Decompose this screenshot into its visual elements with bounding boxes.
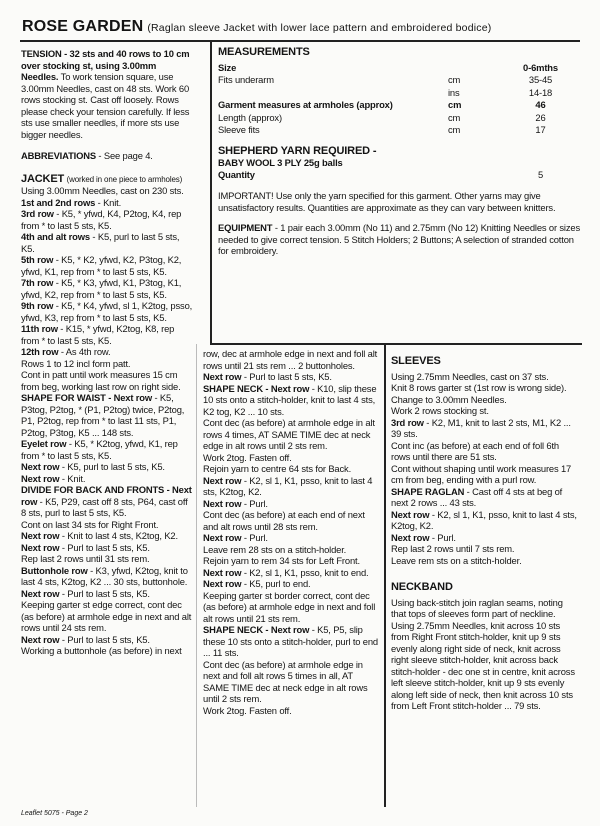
measurement-unit: cm (448, 74, 461, 85)
instruction-text: Work 2 rows stocking st. (391, 405, 489, 416)
measurement-label: Garment measures at armholes (approx) (218, 99, 393, 110)
quantity-label: Quantity (218, 168, 255, 180)
abbreviations-block (21, 150, 193, 162)
measurement-value: 46 (535, 99, 546, 110)
instruction-text: Using 2.75mm Needles, cast on 37 sts. (391, 370, 549, 382)
instruction-label: SHAPE FOR WAIST - Next row (21, 392, 153, 403)
measurements-title: MEASUREMENTS (218, 46, 310, 58)
instruction-text: - K2, sl 1, K1, psso, knit to last 4 sts, K2tog, K2. (391, 508, 577, 531)
instruction-text: - K10, slip these 10 sts onto a stitch-holder, knit to last 4 sts, K2 tog, K2 ... 10 sts. (203, 382, 377, 417)
instruction-label: SHAPE RAGLAN (391, 485, 465, 497)
instruction-line (21, 588, 193, 600)
instruction-label: Buttonhole row (21, 564, 88, 576)
equipment-text: - 1 pair each 3.00mm (No 11) and 2.75mm (No 12) Knitting Needles or sizes needed to give correct tension. 5 Stitch Holders; 2 Buttons; A selection of stranded cotton for embroidery. (218, 222, 581, 256)
right-column (391, 356, 579, 712)
instruction-line (21, 645, 193, 657)
instruction-text: Keeping garter st edge correct, cont dec (as before) at armhole edge in next and alt rows until 24 sts rem. (21, 599, 192, 633)
page-title (22, 18, 491, 36)
neckband-title: NECKBAND (391, 581, 453, 593)
instruction-line (391, 463, 579, 486)
instruction-text: - K5, P5, slip these 10 sts onto a stitch-holder, purl to end ... 11 sts. (203, 624, 378, 658)
instruction-label: Next row (391, 508, 430, 520)
instruction-line (21, 461, 193, 473)
instruction-line (203, 624, 379, 659)
instruction-text: Working a buttonhole (as before) in next (21, 645, 182, 656)
divider-horizontal (210, 343, 582, 345)
sleeves-instructions (391, 371, 579, 567)
instruction-text: Keeping garter st border correct, cont dec (as before) at armhole edge in next and foll alt rows until 21 sts rem. (203, 589, 376, 624)
jacket-instructions (21, 185, 193, 657)
instruction-label: Next row (203, 566, 242, 578)
middle-instructions (203, 348, 379, 716)
instruction-text: Leave rem 28 sts on a stitch-holder. (203, 543, 347, 555)
instruction-label: Next row (21, 530, 60, 541)
instruction-line (203, 498, 379, 510)
title-text: ROSE GARDEN (22, 18, 144, 35)
instruction-line (21, 231, 193, 254)
page-footer: Leaflet 5075 - Page 2 (21, 810, 88, 817)
measurement-value: 14-18 (528, 86, 553, 98)
instruction-text: - Knit to last 4 sts, K2tog, K2. (59, 530, 178, 541)
instruction-line (21, 185, 193, 197)
divider-right-bottom (384, 344, 386, 807)
instruction-text: - Purl to last 5 sts, K5. (59, 633, 150, 645)
instruction-text: - K5, * K3, yfwd, K1, P3tog, K1, yfwd, K2, rep from * to last 5 sts, K5. (21, 277, 182, 300)
tension-bold: TENSION - 32 sts and 40 rows to 10 cm over stocking st, using 3.00mm Needles. (21, 48, 190, 82)
instruction-label: Next row (21, 461, 60, 472)
instruction-label: Next row (203, 497, 242, 509)
instruction-text: Work 2tog. Fasten off. (203, 704, 292, 716)
instruction-line (203, 475, 379, 498)
instruction-label: Eyelet row (21, 438, 67, 449)
instruction-text: - Knit. (95, 196, 122, 208)
instruction-line (21, 542, 193, 554)
instruction-label: Next row (21, 472, 60, 484)
instruction-label: 7th row (21, 277, 54, 288)
instruction-text: Using 3.00mm Needles, cast on 230 sts. (21, 185, 184, 196)
instruction-label: Next row (21, 633, 60, 645)
instruction-text: - K2, M1, knit to last 2 sts, M1, K2 ... 39 sts. (391, 416, 571, 439)
instruction-line (21, 197, 193, 209)
measurement-row (218, 112, 573, 125)
measurement-value: 35-45 (528, 74, 553, 85)
measurement-label: Length (approx) (218, 111, 282, 123)
instruction-label: 3rd row (391, 416, 424, 428)
instruction-label: 4th and alt rows (21, 231, 90, 242)
instruction-label: DIVIDE FOR BACK AND FRONTS - Next row (21, 484, 192, 507)
instruction-text: Work 2tog. Fasten off. (203, 451, 292, 463)
instruction-line (21, 323, 193, 346)
instruction-text: Rows 1 to 12 incl form patt. (21, 357, 131, 369)
instruction-line (391, 486, 579, 509)
instruction-label: Next row (203, 578, 242, 589)
instruction-line (21, 438, 193, 461)
instruction-label: 11th row (21, 323, 58, 334)
instruction-text: - K5, P29, cast off 8 sts, P64, cast off 8 sts, purl to last 5 sts, K5. (21, 495, 188, 518)
left-column (21, 48, 193, 657)
instruction-text: Cont dec (as before) at armhole edge in next and foll alt rows 5 times in all, AT SAME TIME dec at neck edge in alt rows until 2 sts rem. (203, 658, 368, 704)
instruction-line (21, 484, 193, 519)
measurement-unit: cm (448, 99, 462, 110)
instruction-text: - K2, sl 1, K1, psso, knit to last 4 sts, K2tog, K2. (203, 474, 373, 497)
instruction-text: Cont dec (as before) at each end of next and alt rows until 28 sts rem. (203, 509, 365, 532)
measurement-row (218, 74, 573, 87)
instruction-label: SHAPE NECK - Next row (203, 624, 310, 635)
instruction-text: - K15, * yfwd, K2tog, K8, rep from * to last 5 sts, K5. (21, 323, 175, 346)
instruction-line (203, 463, 379, 475)
jacket-title: JACKET (21, 172, 65, 185)
measurement-unit: cm (448, 124, 461, 135)
measurement-unit: cm (448, 111, 461, 123)
instruction-text: Leave rem sts on a stitch-holder. (391, 554, 522, 566)
instruction-line (391, 543, 579, 555)
instruction-text: Rep last 2 rows until 7 sts rem. (391, 543, 515, 554)
measurements-table (218, 62, 573, 137)
jacket-note: (worked in one piece to armholes) (66, 174, 183, 184)
measurement-value: 17 (535, 124, 546, 135)
instruction-line (21, 369, 193, 392)
yarn-important: IMPORTANT! Use only the yarn specified for this garment. Other yarns may give unsatisfactory results. Quantities are approximate as they can vary between knitters. (218, 190, 556, 213)
instruction-line (203, 417, 379, 452)
instruction-label: SHAPE NECK - Next row (203, 382, 310, 394)
instruction-line (391, 532, 579, 544)
instruction-label: Next row (203, 371, 242, 382)
size-value: 0-6mths (523, 61, 558, 73)
measurement-value: 26 (535, 111, 546, 123)
instruction-label: 9th row (21, 300, 54, 311)
instruction-text: - Purl. (241, 532, 268, 543)
size-row (218, 62, 573, 75)
abbreviations-bold: ABBREVIATIONS (21, 150, 96, 161)
instruction-label: Next row (21, 541, 60, 553)
instruction-line (203, 544, 379, 556)
instruction-line (21, 346, 193, 358)
measurement-row (218, 99, 573, 112)
instruction-text: row, dec at armhole edge in next and foll alt rows until 21 sts rem ... 2 buttonholes. (203, 348, 378, 371)
instruction-text: - Purl to last 5 sts, K5. (59, 587, 150, 599)
instruction-text: - Purl. (429, 531, 456, 543)
instruction-line (21, 519, 193, 531)
instruction-text: Cont in patt until work measures 15 cm from beg, working last row on right side. (21, 369, 181, 392)
instruction-line (21, 565, 193, 588)
equipment-bold: EQUIPMENT (218, 222, 273, 233)
instruction-label: Next row (203, 532, 242, 543)
instruction-line (21, 358, 193, 370)
sleeves-title: SLEEVES (391, 355, 441, 367)
instruction-text: - Knit. (59, 472, 86, 484)
instruction-line (203, 578, 379, 590)
instruction-text: Cont dec (as before) at armhole edge in alt rows 4 times, AT SAME TIME dec at neck edge in alt rows until 2 sts rem. (203, 417, 375, 451)
instruction-line (203, 567, 379, 579)
divider-left-top (210, 41, 212, 343)
instruction-text: - Cast off 4 sts at beg of next 2 rows ... 43 sts. (391, 485, 563, 508)
instruction-line (203, 452, 379, 464)
instruction-text: - As 4th row. (58, 346, 111, 357)
instruction-line (203, 590, 379, 625)
measurement-row (218, 87, 573, 100)
instruction-text: - Purl. (241, 497, 268, 509)
instruction-text: Rejoin yarn to rem 34 sts for Left Front. (203, 555, 360, 566)
instruction-label: 5th row (21, 254, 54, 265)
instruction-line (21, 392, 193, 438)
instruction-text: - K5, * K4, yfwd, sl 1, K2tog, psso, yfwd, K3, rep from * to last 5 sts, K5. (21, 300, 193, 323)
instruction-line (21, 553, 193, 565)
middle-column (203, 348, 379, 716)
subtitle-text: (Raglan sleeve Jacket with lower lace pattern and embroidered bodice) (147, 22, 492, 34)
instruction-label: Next row (21, 587, 60, 599)
instruction-line (203, 532, 379, 544)
instruction-text: - K3, yfwd, K2tog, knit to last 4 sts, K2tog, K2 ... 30 sts, buttonhole. (21, 564, 188, 587)
quantity-table (218, 169, 573, 182)
instruction-text: Cont on last 34 sts for Right Front. (21, 518, 159, 530)
instruction-text: - K5, P3tog, P2tog, * (P1, P2tog) twice, P2tog, P1, P2tog, rep from * to last 11 sts, P1, P2tog, P3tog, K5 ... 148 sts. (21, 392, 185, 438)
instruction-label: 1st and 2nd rows (21, 196, 96, 208)
instruction-text: Knit 8 rows garter st (1st row is wrong side). Change to 3.00mm Needles. (391, 382, 567, 405)
instruction-line (391, 440, 579, 463)
instruction-line (203, 371, 379, 383)
instruction-text: - K5, purl to last 5 sts, K5. (59, 461, 165, 472)
instruction-line (391, 382, 579, 405)
instruction-line (391, 417, 579, 440)
instruction-line (203, 509, 379, 532)
measurement-unit: ins (448, 86, 460, 98)
instruction-line (21, 634, 193, 646)
yarn-title: SHEPHERD YARN REQUIRED - (218, 144, 377, 157)
instruction-line (203, 555, 379, 567)
instruction-text: Cont without shaping until work measures 17 cm from beg, ending with a purl row. (391, 462, 572, 485)
instruction-text: Rep last 2 rows until 31 sts rem. (21, 553, 150, 564)
instruction-line (21, 530, 193, 542)
instruction-line (203, 659, 379, 705)
measurement-label: Fits underarm (218, 74, 274, 85)
instruction-label: Next row (203, 474, 242, 486)
instruction-line (21, 473, 193, 485)
instruction-line (21, 300, 193, 323)
yarn-subtitle: BABY WOOL 3 PLY 25g balls (218, 157, 343, 168)
instruction-line (21, 254, 193, 277)
instruction-text: - K2, sl 1, K1, psso, knit to end. (241, 566, 369, 578)
equipment-block (218, 222, 580, 257)
instruction-label: Next row (391, 531, 430, 543)
tension-text: To work tension square, use 3.00mm Needles, cast on 48 sts. Work 60 rows stocking st. Cast off loosely. Rows please check your tension carefully. If less sts use smaller needles, if more sts use bigger needles. (21, 71, 190, 140)
instruction-text: - Purl to last 5 sts, K5. (241, 371, 332, 382)
instruction-line (391, 371, 579, 383)
instruction-text: - K5, * yfwd, K4, P2tog, K4, rep from * to last 5 sts, K5. (21, 208, 182, 231)
instruction-text: - K5, * K2tog, yfwd, K1, rep from * to last 5 sts, K5. (21, 438, 178, 461)
instruction-text: Cont inc (as before) at each end of foll 6th rows until there are 51 sts. (391, 439, 559, 462)
instruction-label: 3rd row (21, 208, 54, 219)
measurement-label: Sleeve fits (218, 124, 260, 135)
measurements-section (218, 47, 580, 257)
abbreviations-text: - See page 4. (95, 150, 153, 161)
instruction-line (203, 348, 379, 371)
top-rule (20, 40, 580, 42)
instruction-text: - K5, * K2, yfwd, K2, P3tog, K2, yfwd, K1, rep from * to last 5 sts, K5. (21, 254, 182, 277)
instruction-text: - K5, purl to last 5 sts, K5. (21, 231, 180, 254)
instruction-line (203, 383, 379, 418)
instruction-line (391, 555, 579, 567)
neckband-text: Using back-stitch join raglan seams, noting that tops of sleeves form part of neckline. Using 2.75mm Needles, knit across 10 sts from Right Front stitch-holder, knit up 9 sts evenly along right side of neck, knit across right sleeve stitch-holder, knit across back stitch-holder - dec one st in centre, knit across left sleeve stitch-holder, knit up 9 sts evenly along left side of neck, then knit across 10 sts from Left Front stitch-holder ... 79 sts. (391, 596, 575, 711)
size-label: Size (218, 61, 237, 73)
quantity-value: 5 (537, 168, 544, 180)
instruction-label: 12th row (21, 346, 59, 357)
instruction-line (203, 705, 379, 717)
divider-left-bottom (196, 344, 197, 807)
instruction-line (21, 599, 193, 634)
instruction-text: - K5, purl to end. (241, 578, 311, 589)
measurement-label (218, 87, 448, 100)
instruction-text: Rejoin yarn to centre 64 sts for Back. (203, 463, 352, 474)
instruction-line (21, 208, 193, 231)
tension-block (21, 48, 193, 140)
instruction-text: - Purl to last 5 sts, K5. (59, 541, 150, 553)
instruction-line (21, 277, 193, 300)
instruction-line (391, 405, 579, 417)
instruction-line (391, 509, 579, 532)
jacket-heading (21, 173, 193, 186)
measurement-row (218, 124, 573, 137)
